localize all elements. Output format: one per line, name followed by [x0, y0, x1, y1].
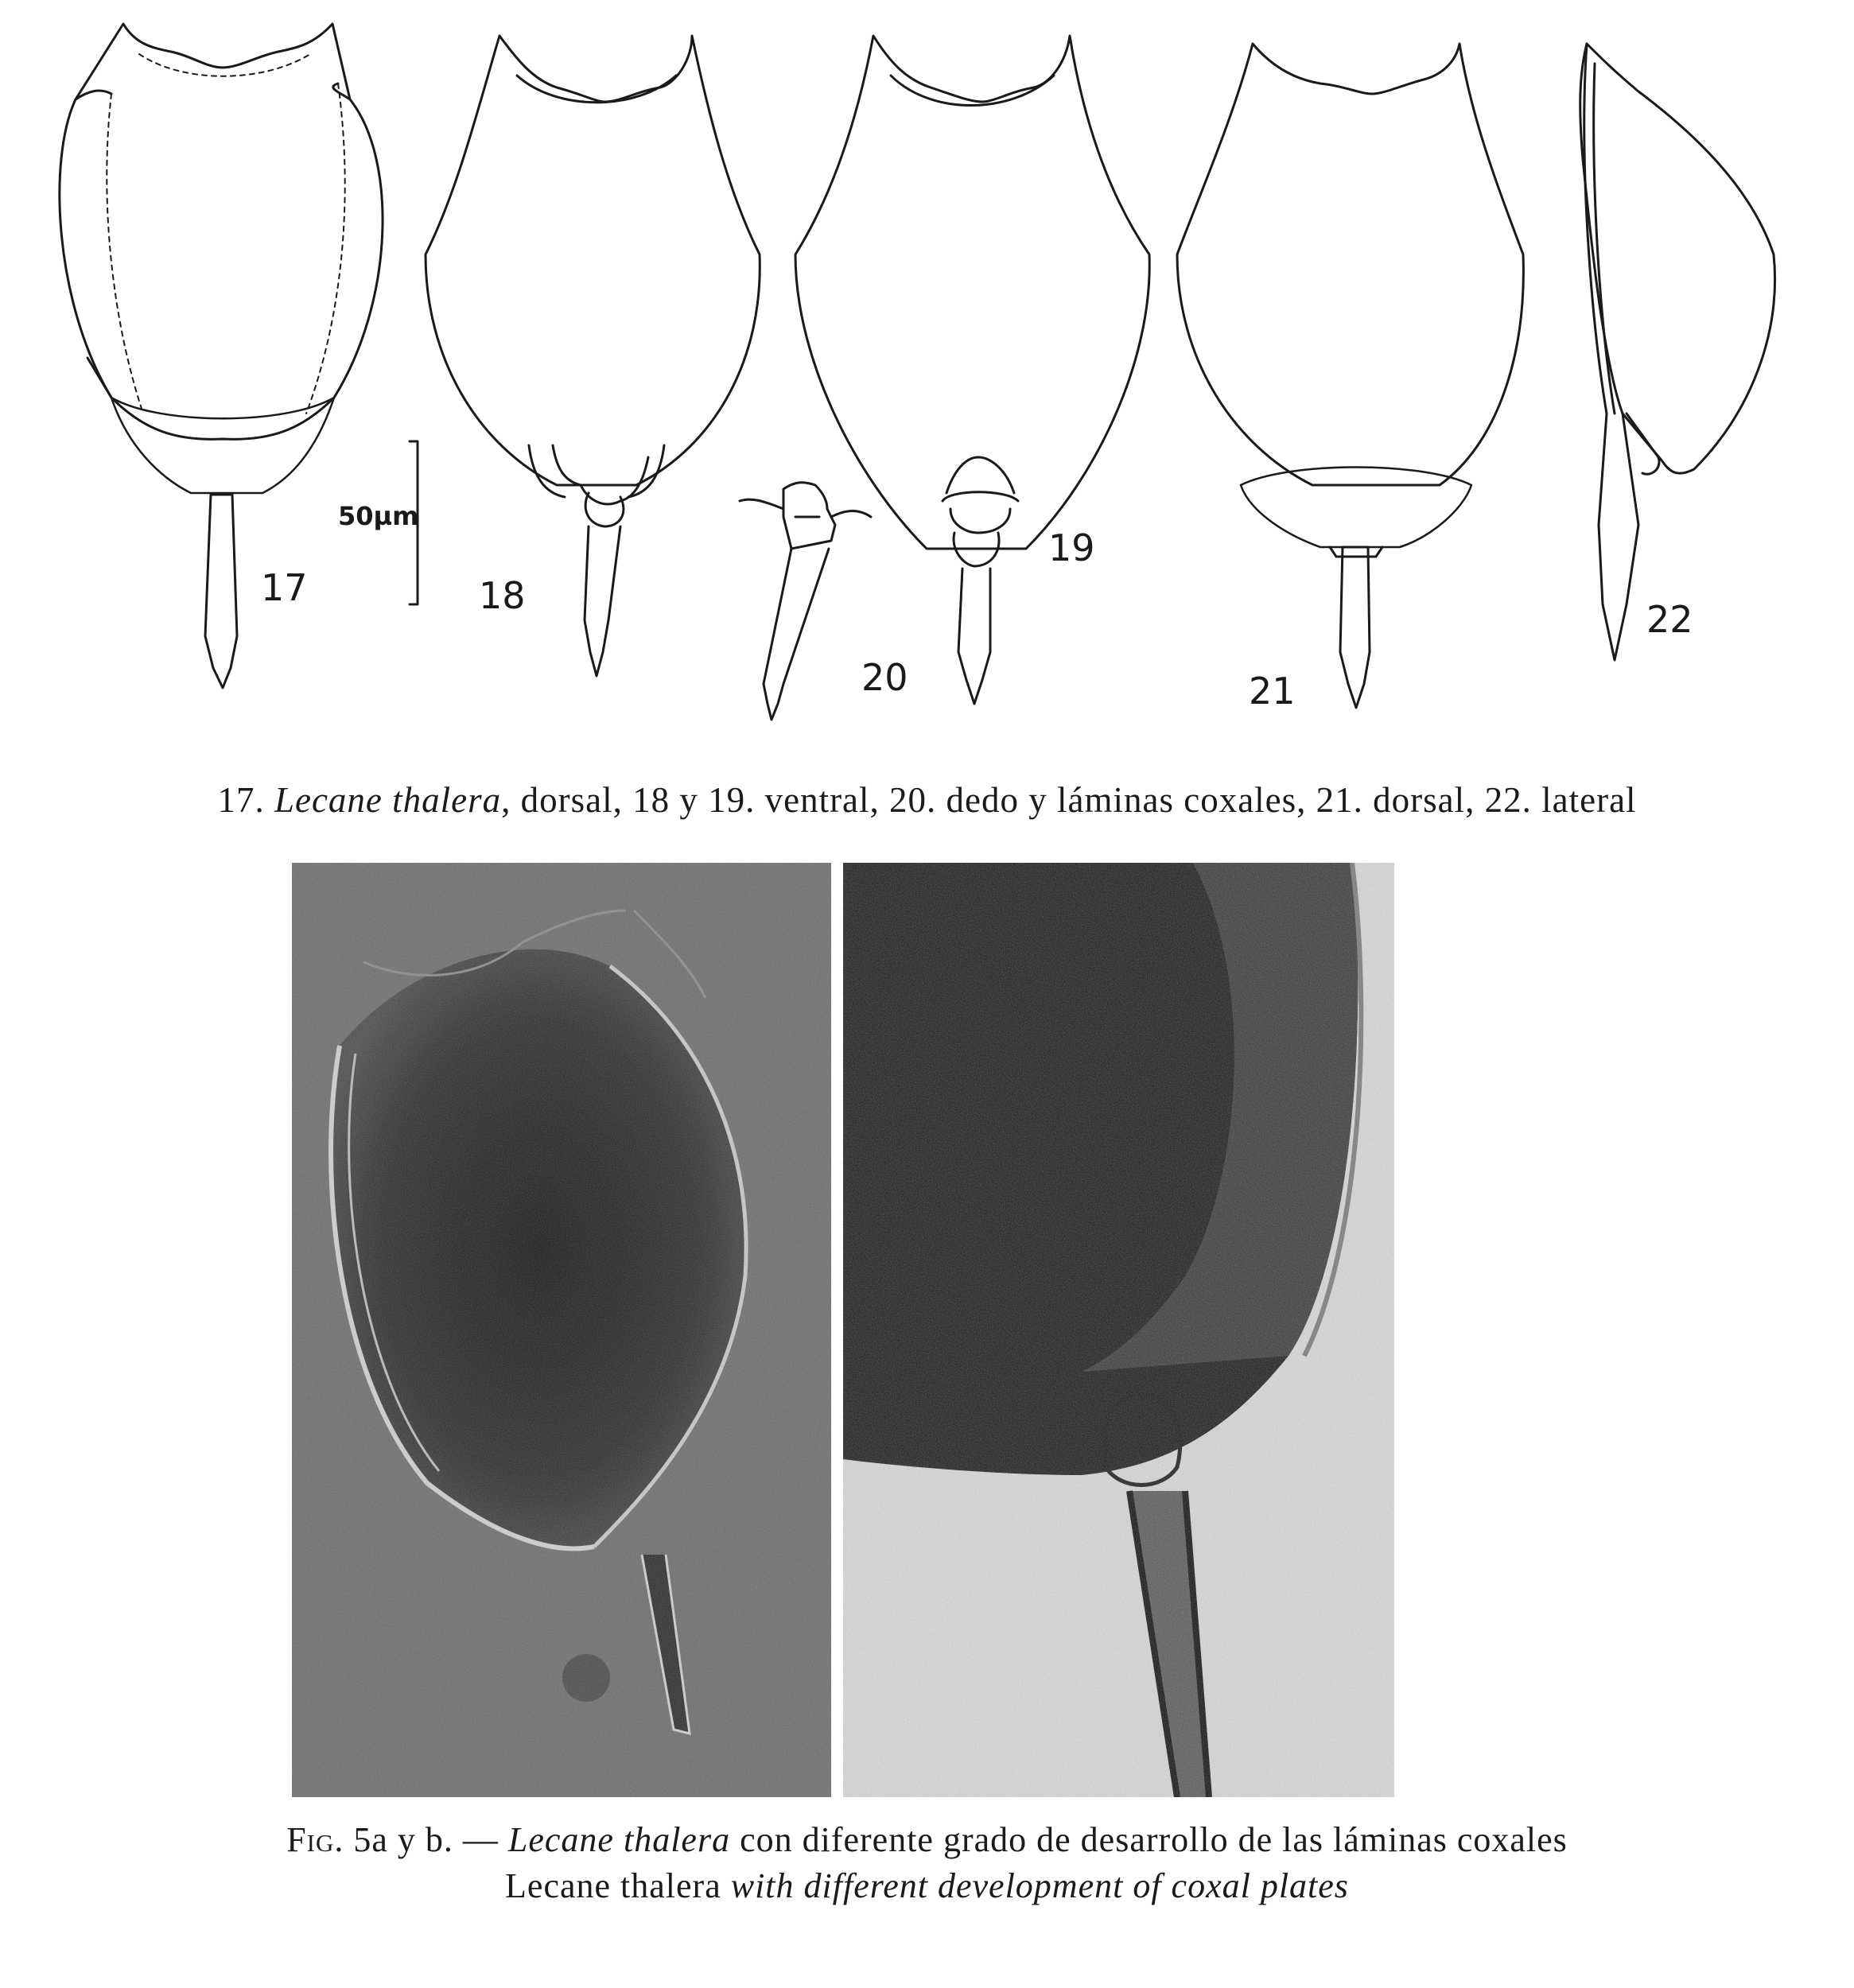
figure-18-number: 18 — [479, 574, 526, 617]
scale-bar-label: 50µm — [338, 501, 419, 531]
caption-english-line — [0, 1863, 1854, 1909]
caption-spanish-line — [0, 1817, 1854, 1863]
figure-17-number: 17 — [261, 566, 308, 609]
micrograph-5a — [292, 863, 831, 1797]
figure-5-caption — [0, 1817, 1854, 1909]
caption-species-name: Lecane thalera — [274, 780, 502, 820]
micrograph-5b — [843, 863, 1394, 1797]
plate-caption — [0, 779, 1854, 821]
caption-views-text: , dorsal, 18 y 19. ventral, 20. dedo y láminas coxales, 21. dorsal, 22. lateral — [501, 780, 1637, 820]
caption-fig-number: 5a y b. — — [344, 1820, 508, 1859]
figure-17-drawing — [60, 24, 383, 688]
figure-20-number: 20 — [861, 656, 908, 699]
caption-species-italic: Lecane thalera — [507, 1820, 731, 1859]
figure-19-drawing — [795, 36, 1149, 704]
caption-figure-index: 17. — [217, 780, 274, 820]
figure-22-drawing — [1580, 44, 1775, 660]
figure-21-number: 21 — [1249, 670, 1296, 712]
figure-22-number: 22 — [1646, 598, 1693, 641]
caption-spanish-text: con diferente grado de desarrollo de las láminas coxales — [730, 1820, 1568, 1859]
figure-19-number: 19 — [1048, 526, 1095, 569]
figure-21-drawing — [1177, 44, 1523, 708]
figure-18-drawing — [426, 36, 760, 676]
caption-fig-label: Fig. — [286, 1820, 344, 1859]
figure-20-drawing — [740, 483, 871, 720]
line-drawings-plate — [0, 0, 1854, 763]
caption-species-roman: Lecane thalera — [505, 1866, 731, 1905]
caption-english-text: with different development of coxal plates — [730, 1866, 1349, 1905]
